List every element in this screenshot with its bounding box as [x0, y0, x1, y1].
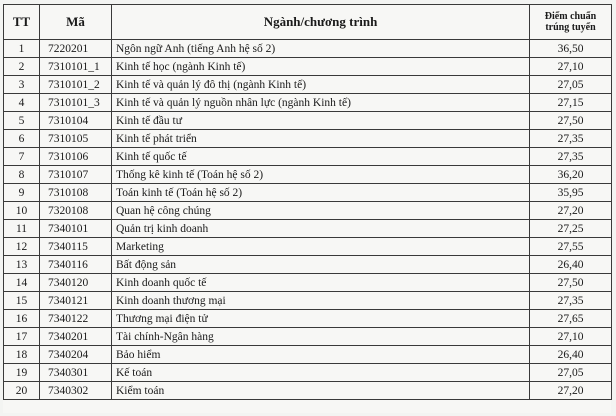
cutoff-score: 27,20: [530, 382, 612, 400]
program-code: 7340204: [40, 346, 112, 364]
table-header-row: [4, 5, 612, 40]
program-code: 7340116: [40, 256, 112, 274]
header-code: Mã: [40, 5, 112, 40]
row-number: 14: [4, 274, 40, 292]
row-number: 8: [4, 166, 40, 184]
row-number: 4: [4, 94, 40, 112]
table-row: [4, 166, 612, 184]
cutoff-score: 27,10: [530, 58, 612, 76]
cutoff-score: 36,20: [530, 166, 612, 184]
program-name: Thương mại điện tử: [112, 310, 530, 328]
table-row: [4, 256, 612, 274]
program-code: 7340301: [40, 364, 112, 382]
cutoff-score: 27,10: [530, 328, 612, 346]
cutoff-score: 36,50: [530, 40, 612, 58]
program-name: Kinh tế và quản lý nguồn nhân lực (ngành Kinh tế): [112, 94, 530, 112]
program-name: Kinh tế quốc tế: [112, 148, 530, 166]
table-row: [4, 76, 612, 94]
program-code: 7310101_2: [40, 76, 112, 94]
header-score-line1: Điểm chuẩn: [544, 11, 597, 22]
row-number: 11: [4, 220, 40, 238]
table-row: [4, 382, 612, 400]
program-name: Toán kinh tế (Toán hệ số 2): [112, 184, 530, 202]
table-row: [4, 94, 612, 112]
admission-score-table: [3, 4, 612, 400]
program-name: Bảo hiểm: [112, 346, 530, 364]
table-row: [4, 292, 612, 310]
header-score-line2: trúng tuyển: [545, 22, 596, 33]
program-code: 7310105: [40, 130, 112, 148]
program-code: 7220201: [40, 40, 112, 58]
row-number: 13: [4, 256, 40, 274]
program-code: 7310104: [40, 112, 112, 130]
row-number: 10: [4, 202, 40, 220]
program-code: 7310106: [40, 148, 112, 166]
row-number: 5: [4, 112, 40, 130]
table-row: [4, 202, 612, 220]
program-name: Tài chính-Ngân hàng: [112, 328, 530, 346]
row-number: 2: [4, 58, 40, 76]
cutoff-score: 27,05: [530, 364, 612, 382]
table-row: [4, 364, 612, 382]
program-name: Quan hệ công chúng: [112, 202, 530, 220]
table-row: [4, 346, 612, 364]
table-row: [4, 58, 612, 76]
cutoff-score: 27,05: [530, 76, 612, 94]
cutoff-score: 27,65: [530, 310, 612, 328]
row-number: 9: [4, 184, 40, 202]
table-row: [4, 220, 612, 238]
document-sheet: [3, 4, 611, 413]
program-name: Quản trị kinh doanh: [112, 220, 530, 238]
program-code: 7310101_3: [40, 94, 112, 112]
program-code: 7340101: [40, 220, 112, 238]
program-code: 7340201: [40, 328, 112, 346]
row-number: 15: [4, 292, 40, 310]
cutoff-score: 27,25: [530, 220, 612, 238]
row-number: 7: [4, 148, 40, 166]
program-code: 7310108: [40, 184, 112, 202]
cutoff-score: 35,95: [530, 184, 612, 202]
program-name: Kinh tế đầu tư: [112, 112, 530, 130]
cutoff-score: 27,35: [530, 130, 612, 148]
cutoff-score: 27,15: [530, 94, 612, 112]
program-code: 7340302: [40, 382, 112, 400]
program-code: 7340115: [40, 238, 112, 256]
cutoff-score: 27,35: [530, 292, 612, 310]
header-tt: TT: [4, 5, 40, 40]
program-name: Kinh doanh quốc tế: [112, 274, 530, 292]
table-row: [4, 148, 612, 166]
cutoff-score: 26,40: [530, 256, 612, 274]
program-code: 7310107: [40, 166, 112, 184]
program-name: Kế toán: [112, 364, 530, 382]
program-name: Kinh tế phát triển: [112, 130, 530, 148]
program-code: 7340121: [40, 292, 112, 310]
table-row: [4, 112, 612, 130]
program-name: Kinh tế học (ngành Kinh tế): [112, 58, 530, 76]
program-name: Kiểm toán: [112, 382, 530, 400]
header-name: Ngành/chương trình: [112, 5, 530, 40]
program-name: Marketing: [112, 238, 530, 256]
cutoff-score: 26,40: [530, 346, 612, 364]
table-body: [4, 40, 612, 400]
row-number: 12: [4, 238, 40, 256]
program-name: Kinh tế và quản lý đô thị (ngành Kinh tế): [112, 76, 530, 94]
row-number: 18: [4, 346, 40, 364]
program-name: Ngôn ngữ Anh (tiếng Anh hệ số 2): [112, 40, 530, 58]
row-number: 16: [4, 310, 40, 328]
program-code: 7340122: [40, 310, 112, 328]
table-row: [4, 184, 612, 202]
cutoff-score: 27,35: [530, 148, 612, 166]
row-number: 1: [4, 40, 40, 58]
row-number: 20: [4, 382, 40, 400]
program-code: 7310101_1: [40, 58, 112, 76]
program-name: Bất động sản: [112, 256, 530, 274]
cutoff-score: 27,50: [530, 112, 612, 130]
row-number: 17: [4, 328, 40, 346]
cutoff-score: 27,20: [530, 202, 612, 220]
program-name: Kinh doanh thương mại: [112, 292, 530, 310]
program-name: Thống kê kinh tế (Toán hệ số 2): [112, 166, 530, 184]
table-row: [4, 274, 612, 292]
cutoff-score: 27,50: [530, 274, 612, 292]
program-code: 7340120: [40, 274, 112, 292]
header-score: [530, 5, 612, 40]
program-code: 7320108: [40, 202, 112, 220]
row-number: 6: [4, 130, 40, 148]
table-row: [4, 310, 612, 328]
table-row: [4, 328, 612, 346]
table-row: [4, 40, 612, 58]
table-row: [4, 130, 612, 148]
table-row: [4, 238, 612, 256]
row-number: 3: [4, 76, 40, 94]
row-number: 19: [4, 364, 40, 382]
cutoff-score: 27,55: [530, 238, 612, 256]
